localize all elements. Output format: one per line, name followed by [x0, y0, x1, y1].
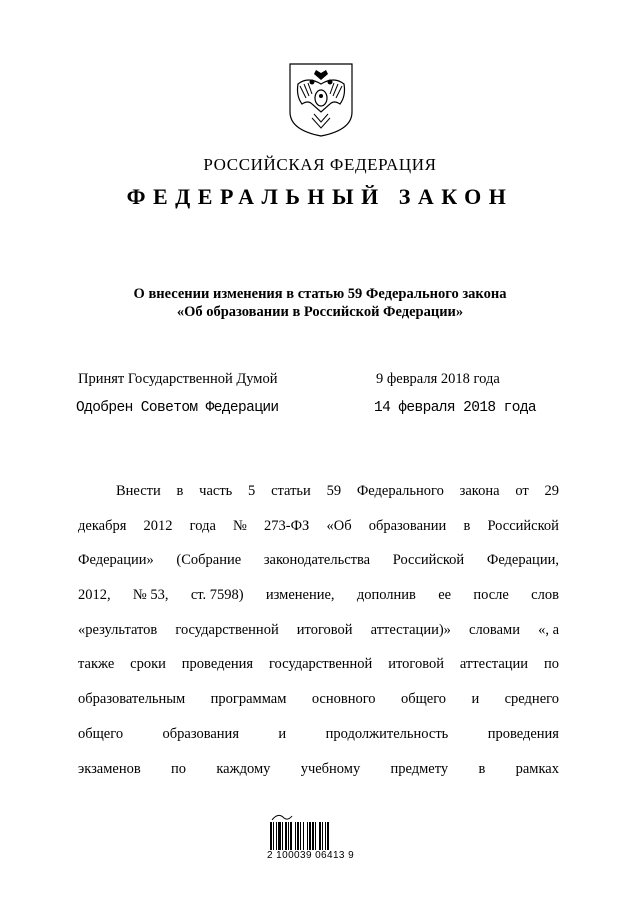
body-word: и — [278, 725, 287, 742]
body-word: в — [176, 483, 184, 499]
body-word: № 53, — [132, 587, 169, 604]
body-line — [78, 578, 559, 613]
body-word: по — [543, 656, 559, 673]
body-word: аттестации)» — [370, 621, 451, 638]
barcode-bars — [268, 812, 354, 852]
body-word: продолжительность — [325, 725, 449, 742]
body-line — [78, 474, 559, 509]
body-word: ст. 7598) — [190, 587, 244, 604]
body-line — [78, 543, 559, 578]
barcode-bar — [309, 822, 311, 850]
body-word: изменение, — [265, 587, 335, 604]
barcode-bar — [312, 822, 314, 850]
body-word: Российской — [487, 517, 559, 534]
body-word: Российской — [392, 552, 465, 569]
body-word: сроки — [130, 656, 166, 673]
body-line — [78, 752, 559, 787]
duma-adoption-label: Принят Государственной Думой — [78, 371, 278, 387]
body-word: в — [478, 760, 486, 777]
body-word: часть — [199, 483, 233, 499]
body-word: «, а — [538, 621, 559, 638]
law-title — [0, 285, 640, 321]
law-body-text — [78, 474, 559, 786]
body-word: общего — [400, 691, 447, 708]
council-approval-label: Одобрен Советом Федерации — [76, 400, 279, 416]
body-word: ее — [438, 587, 452, 604]
body-word: 2012, — [78, 587, 111, 604]
body-word: декабря — [78, 517, 127, 534]
body-word: Внести — [116, 483, 161, 499]
body-word: в — [463, 517, 471, 534]
body-word: законодательства — [263, 552, 371, 569]
body-line — [78, 682, 559, 717]
body-word: проведения — [487, 725, 559, 742]
body-word: образовательным — [78, 691, 186, 708]
body-word: проведения — [181, 656, 254, 673]
barcode-bar — [307, 822, 308, 850]
body-word: закона — [459, 483, 500, 499]
body-word: 5 — [248, 483, 256, 499]
body-word: года — [189, 517, 216, 534]
body-word: предмету — [390, 760, 449, 777]
barcode-bar — [319, 822, 321, 850]
country-name: РОССИЙСКАЯ ФЕДЕРАЦИЯ — [203, 155, 437, 174]
barcode-mark — [272, 815, 292, 820]
council-approval-date: 14 февраля 2018 года — [374, 400, 537, 416]
barcode-bar — [297, 822, 299, 850]
barcode-bar — [303, 822, 304, 850]
body-word: после — [473, 587, 509, 604]
body-line — [78, 613, 559, 648]
body-word: образования — [162, 725, 239, 742]
body-word: 59 — [326, 483, 342, 499]
body-word: каждому — [216, 760, 271, 777]
body-word: образовании — [368, 517, 447, 534]
body-word: Федерального — [356, 483, 444, 499]
body-word: «результатов — [78, 621, 158, 638]
body-word: словами — [469, 621, 520, 638]
barcode-bar — [325, 822, 326, 850]
body-word: № — [233, 517, 247, 534]
body-word: общего — [78, 725, 124, 742]
body-word: дополнив — [356, 587, 416, 604]
barcode-number: 2 100039 06413 9 — [267, 850, 355, 861]
law-title-line-1: О внесении изменения в статью 59 Федерального закона — [133, 286, 507, 302]
barcode-bar — [270, 822, 272, 850]
body-word: итоговой — [296, 621, 353, 638]
barcode-bar — [288, 822, 289, 850]
body-line — [78, 647, 559, 682]
body-word: среднего — [504, 691, 559, 708]
body-word: Федерации» — [78, 552, 154, 569]
body-word: по — [171, 760, 187, 777]
body-word: 29 — [544, 483, 559, 499]
barcode-bar — [315, 822, 316, 850]
body-word: 273-ФЗ — [264, 517, 310, 534]
barcode-bar — [300, 822, 301, 850]
body-word: итоговой — [388, 656, 444, 673]
russian-coat-of-arms-icon — [288, 62, 354, 138]
body-word: аттестации — [459, 656, 529, 673]
law-title-line-2: «Об образовании в Российской Федерации» — [176, 304, 464, 320]
body-word: слов — [531, 587, 559, 604]
body-word: государственной — [268, 656, 373, 673]
body-word: 2012 — [143, 517, 173, 534]
body-word: государственной — [175, 621, 279, 638]
duma-adoption-date: 9 февраля 2018 года — [376, 371, 500, 387]
barcode-bar — [327, 822, 329, 850]
barcode-bar — [322, 822, 323, 850]
barcode-bar — [273, 822, 274, 850]
body-word: (Собрание — [176, 552, 242, 569]
body-word: и — [471, 691, 480, 708]
barcode-bar — [276, 822, 277, 850]
body-line — [78, 717, 559, 752]
barcode-bar — [295, 822, 296, 850]
barcode-bar — [285, 822, 287, 850]
body-word: экзаменов — [78, 760, 141, 777]
body-word: «Об — [326, 517, 352, 534]
body-word: Федерации, — [486, 552, 559, 569]
body-word: учебному — [300, 760, 361, 777]
barcode-bar — [290, 822, 292, 850]
body-line — [78, 509, 559, 544]
document-type: ФЕДЕРАЛЬНЫЙ ЗАКОН — [126, 184, 514, 209]
body-word: также — [78, 656, 115, 673]
barcode-bar — [282, 822, 283, 850]
body-word: основного — [311, 691, 376, 708]
body-word: рамках — [515, 760, 559, 777]
body-word: программам — [210, 691, 287, 708]
barcode-bar — [278, 822, 281, 850]
body-word: статьи — [271, 483, 311, 499]
coat-of-arms-emblem — [288, 62, 354, 138]
body-word: от — [515, 483, 529, 499]
